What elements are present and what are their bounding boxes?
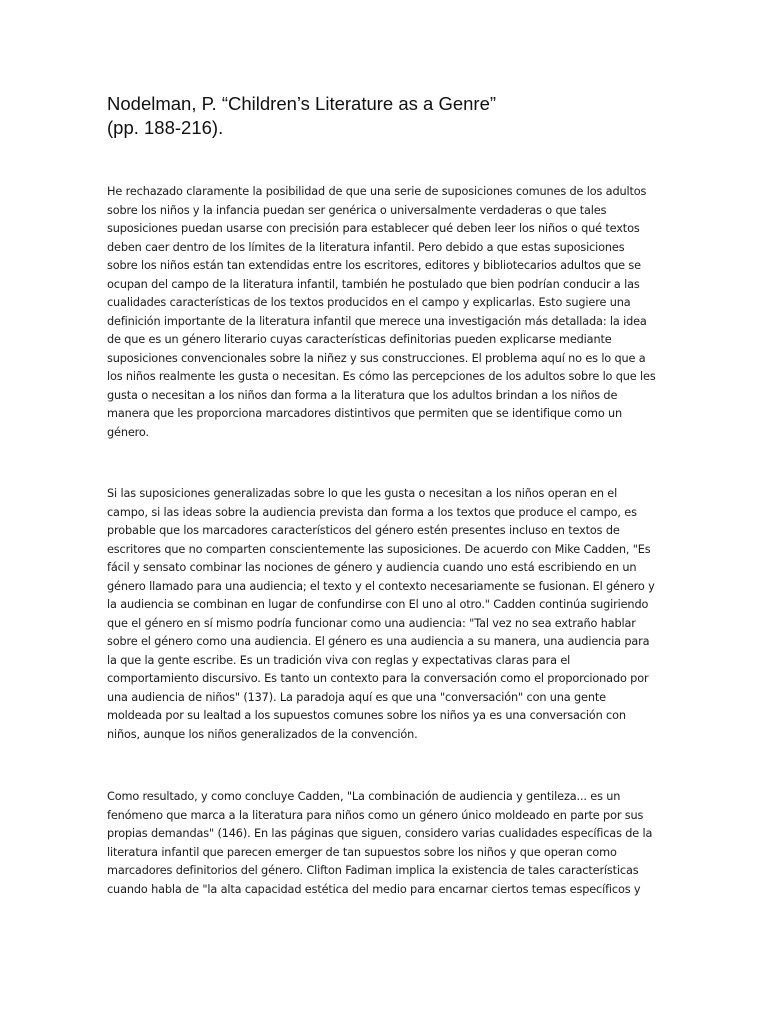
paragraph-line: de que es un género literario cuyas características definitorias pueden explicarse mediante — [107, 333, 612, 346]
paragraph-line: ocupan del campo de la literatura infantil, también he postulado que bien podrían conducir a las — [107, 277, 640, 291]
paragraph-1 — [107, 183, 665, 442]
paragraph-line: los niños realmente les gusta o necesitan. Es cómo las percepciones de los adultos sobre lo que les — [107, 370, 656, 383]
paragraph-line: suposiciones puedan usarse con precisión para establecer qué deben leer los niños o qué textos — [107, 222, 640, 235]
paragraph-line: probable que los marcadores característicos del género estén presentes incluso en textos de — [107, 524, 620, 537]
paragraph-2 — [107, 485, 665, 744]
paragraph-line: la que la gente escribe. Es un tradición viva con reglas y expectativas claras para el — [107, 653, 571, 667]
paragraph-3 — [107, 788, 665, 899]
paragraph-line: fácil y sensato combinar las nociones de género y audiencia cuando uno está escribiendo en un — [107, 561, 637, 574]
paragraph-line: que el género en sí mismo podría funcionar como una audiencia: "Tal vez no sea extraño hablar — [107, 616, 636, 630]
paragraph-line: comportamiento discursivo. Es tanto un contexto para la conversación como el proporcionado por — [107, 672, 649, 685]
paragraph-line: campo, si las ideas sobre la audiencia prevista dan forma a los textos que produce el campo, es — [107, 505, 637, 519]
paragraph-line: una audiencia de niños" (137). La paradoja aquí es que una "conversación" con una gente — [107, 690, 606, 704]
paragraph-line: niños, aunque los niños generalizados de la convención. — [107, 727, 418, 741]
paragraph-line: escritores que no comparten conscientemente las suposiciones. De acuerdo con Mike Cadden, "Es — [107, 542, 651, 556]
paragraph-line: marcadores definitorios del género. Clifton Fadiman implica la existencia de tales características — [107, 864, 639, 877]
paragraph-line: propias demandas" (146). En las páginas que siguen, considero varias cualidades específicas de la — [107, 827, 653, 840]
paragraph-line: definición importante de la literatura infantil que merece una investigación más detallada: la idea — [107, 314, 647, 328]
paragraph-line: manera que les proporciona marcadores distintivos que permiten que se identifique como un — [107, 407, 623, 420]
paragraph-line: la audiencia se combinan en lugar de confundirse con El uno al otro." Cadden continúa sugiriendo — [107, 598, 649, 611]
paragraph-line: cualidades características de los textos producidos en el campo y explicarlas. Esto sugiere una — [107, 296, 631, 309]
paragraph-line: fenómeno que marca a la literatura para niños como un género único moldeado en parte por sus — [107, 808, 644, 822]
paragraph-line: gusta o necesitan a los niños dan forma a la literatura que los adultos brindan a los niños de — [107, 388, 618, 402]
paragraph-line: deben caer dentro de los límites de la literatura infantil. Pero debido a que estas suposiciones — [107, 240, 625, 254]
title-line-1: Nodelman, P. “Children’s Literature as a Genre” — [107, 93, 497, 114]
paragraph-line: cuando habla de "la alta capacidad estética del medio para encarnar ciertos temas específicos y — [107, 882, 641, 896]
paragraph-line: moldeada por su lealtad a los supuestos comunes sobre los niños ya es una conversación con — [107, 709, 626, 722]
paragraph-line: sobre el género como una audiencia. El género es una audiencia a su manera, una audiencia para — [107, 635, 650, 648]
paragraph-line: sobre los niños y la infancia puedan ser genérica o universalmente verdaderas o que tales — [107, 203, 607, 217]
document-title — [107, 92, 667, 140]
title-line-2: (pp. 188-216). — [107, 117, 224, 138]
paragraph-line: suposiciones convencionales sobre la niñez y sus construcciones. El problema aquí no es lo que a — [107, 351, 646, 365]
paragraph-line: Si las suposiciones generalizadas sobre lo que les gusta o necesitan a los niños operan en el — [107, 487, 618, 500]
paragraph-line: género. — [107, 425, 149, 439]
paragraph-line: sobre los niños están tan extendidas entre los escritores, editores y bibliotecarios adultos que se — [107, 259, 641, 272]
paragraph-line: literatura infantil que parecen emerger de tan supuestos sobre los niños y que operan como — [107, 845, 617, 859]
paragraph-line: género llamado para una audiencia; el texto y el contexto necesariamente se fusionan. El género y — [107, 579, 655, 593]
paragraph-line: He rechazado claramente la posibilidad de que una serie de suposiciones comunes de los adultos — [107, 185, 647, 198]
paragraph-line: Como resultado, y como concluye Cadden, "La combinación de audiencia y gentileza... es un — [107, 790, 621, 803]
